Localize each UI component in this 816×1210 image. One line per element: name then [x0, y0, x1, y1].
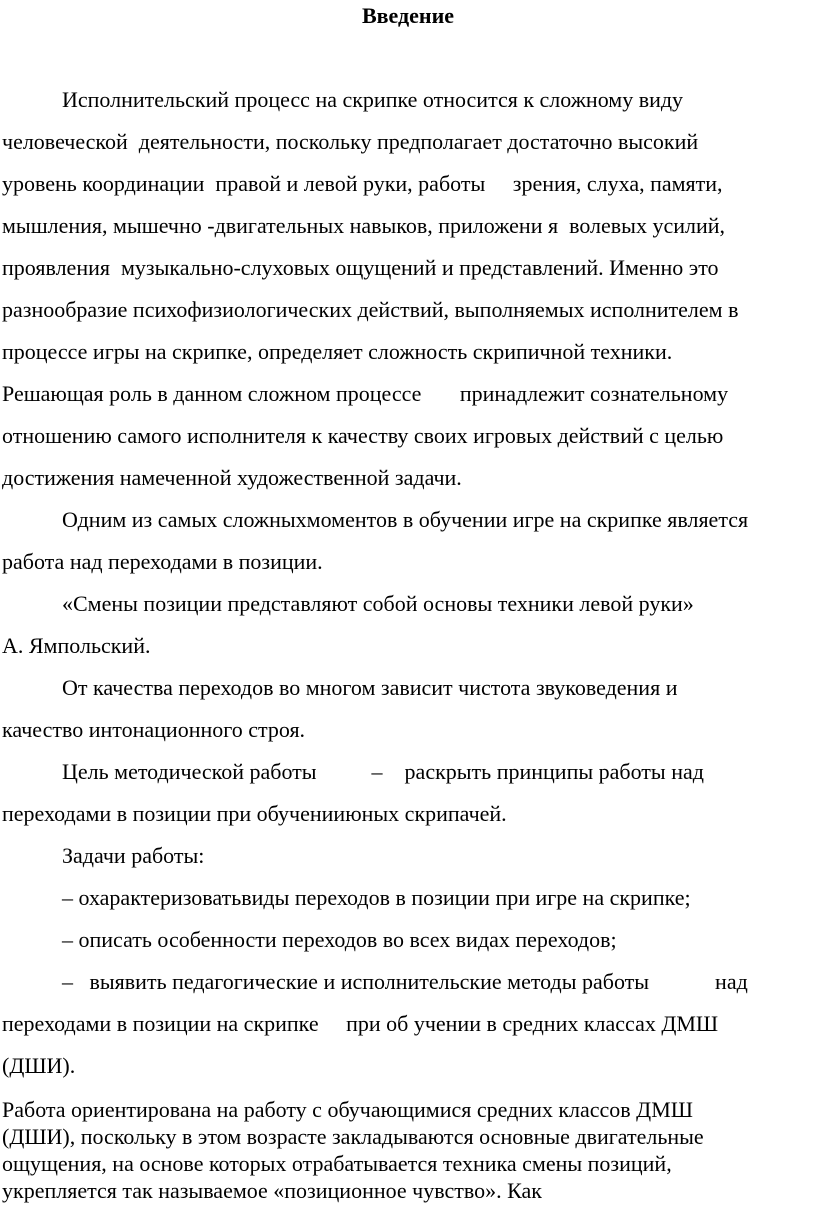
text-line: Цель методической работы – раскрыть принципы работы над	[62, 759, 704, 784]
document-title: Введение	[361, 3, 455, 28]
text-line: разнообразие психофизиологических действий, выполняемых исполнителем в	[2, 297, 739, 322]
text-line: укрепляется так называемое «позиционное чувство». Как	[2, 1178, 542, 1203]
text-line: достижения намеченной художественной задачи.	[2, 465, 462, 490]
text-line: От качества переходов во многом зависит чистота звуковедения и	[62, 675, 678, 700]
list-item: – описать особенности переходов во всех видах переходов;	[62, 927, 617, 952]
text-line: Работа ориентирована на работу с обучающимися средних классов ДМШ	[2, 1097, 693, 1122]
text-line: процессе игры на скрипке, определяет сложность скрипичной техники.	[2, 339, 673, 364]
list-item: – выявить педагогические и исполнительские методы работы над	[62, 969, 748, 994]
text-line: Исполнительский процесс на скрипке относится к сложному виду	[62, 87, 684, 112]
text-line: (ДШИ), поскольку в этом возрасте закладываются основные двигательные	[2, 1124, 704, 1149]
text-line: ощущения, на основе которых отрабатывается техника смены позиций,	[2, 1151, 672, 1176]
text-line: мышления, мышечно -двигательных навыков, приложени я волевых усилий,	[2, 213, 726, 238]
text-line: Одним из самых сложныхмоментов в обучении игре на скрипке является	[62, 507, 749, 532]
text-line: человеческой деятельности, поскольку предполагает достаточно высокий	[2, 129, 699, 154]
text-line: уровень координации правой и левой руки, работы зрения, слуха, памяти,	[2, 171, 723, 196]
text-line: Решающая роль в данном сложном процессе принадлежит сознательному	[2, 381, 729, 406]
text-line: проявления музыкально-слуховых ощущений и представлений. Именно это	[2, 255, 719, 280]
closing-paragraph	[2, 1096, 802, 1204]
text-line: Задачи работы:	[62, 843, 205, 868]
text-line: переходами в позиции при обученииюных скрипачей.	[2, 801, 507, 826]
text-line: «Смены позиции представляют собой основы техники левой руки»	[62, 591, 694, 616]
text-line: качество интонационного строя.	[2, 717, 306, 742]
text-line: отношению самого исполнителя к качеству своих игровых действий с целью	[2, 423, 724, 448]
text-line: переходами в позиции на скрипке при об учении в средних классах ДМШ	[2, 1011, 719, 1036]
text-line: работа над переходами в позиции.	[2, 549, 323, 574]
list-item: – охарактеризоватьвиды переходов в позиции при игре на скрипке;	[62, 885, 691, 910]
text-line: (ДШИ).	[2, 1053, 76, 1078]
text-line: А. Ямпольский.	[2, 633, 151, 658]
